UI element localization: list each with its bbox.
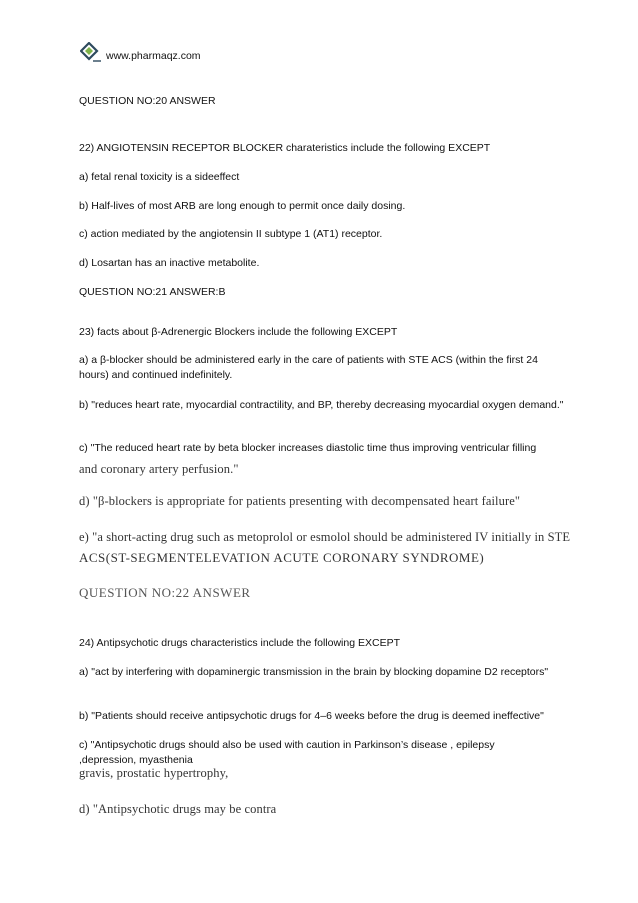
option-d: d) Losartan has an inactive metabolite. (79, 257, 260, 269)
answer-line-20: QUESTION NO:20 ANSWER (79, 95, 216, 107)
option-e-continued: ACS(ST-SEGMENTELEVATION ACUTE CORONARY SYNDROME) (79, 550, 485, 565)
option-a: a) "act by interfering with dopaminergic transmission in the brain by blocking dopamine D2 receptors" (79, 666, 549, 678)
option-e: e) "a short-acting drug such as metoprolol or esmolol should be administered IV initially in STE (79, 530, 571, 544)
option-c: c) "The reduced heart rate by beta blocker increases diastolic time thus improving ventricular filling (79, 442, 537, 454)
question-24: 24) Antipsychotic drugs characteristics include the following EXCEPT (79, 637, 400, 649)
option-c-continued: and coronary artery perfusion." (79, 462, 239, 476)
option-b: b) "Patients should receive antipsychotic drugs for 4–6 weeks before the drug is deemed ineffective" (79, 710, 544, 722)
diamond-logo-icon (80, 42, 102, 64)
site-url: www.pharmaqz.com (106, 50, 201, 62)
answer-line-21: QUESTION NO:21 ANSWER:B (79, 286, 226, 298)
question-23: 23) facts about β-Adrenergic Blockers include the following EXCEPT (79, 326, 398, 338)
option-c-continued: gravis, prostatic hypertrophy, (79, 766, 229, 780)
option-c: c) "Antipsychotic drugs should also be used with caution in Parkinson’s disease , epilepsy ,depression, myasthenia (79, 739, 495, 766)
option-b: b) Half-lives of most ARB are long enough to permit once daily dosing. (79, 200, 406, 212)
option-b: b) "reduces heart rate, myocardial contractility, and BP, thereby decreasing myocardial oxygen demand." (79, 399, 564, 411)
option-d: d) "Antipsychotic drugs may be contra (79, 802, 277, 816)
option-a: a) fetal renal toxicity is a sideeffect (79, 171, 240, 183)
option-c: c) action mediated by the angiotensin II subtype 1 (AT1) receptor. (79, 228, 383, 240)
answer-line-22: QUESTION NO:22 ANSWER (79, 585, 251, 600)
option-d: d) "β-blockers is appropriate for patients presenting with decompensated heart failure" (79, 494, 521, 508)
question-22: 22) ANGIOTENSIN RECEPTOR BLOCKER charateristics include the following EXCEPT (79, 142, 491, 154)
option-a: a) a β-blocker should be administered early in the care of patients with STE ACS (within the first 24 hours) and continued indefinitely. (79, 354, 538, 381)
